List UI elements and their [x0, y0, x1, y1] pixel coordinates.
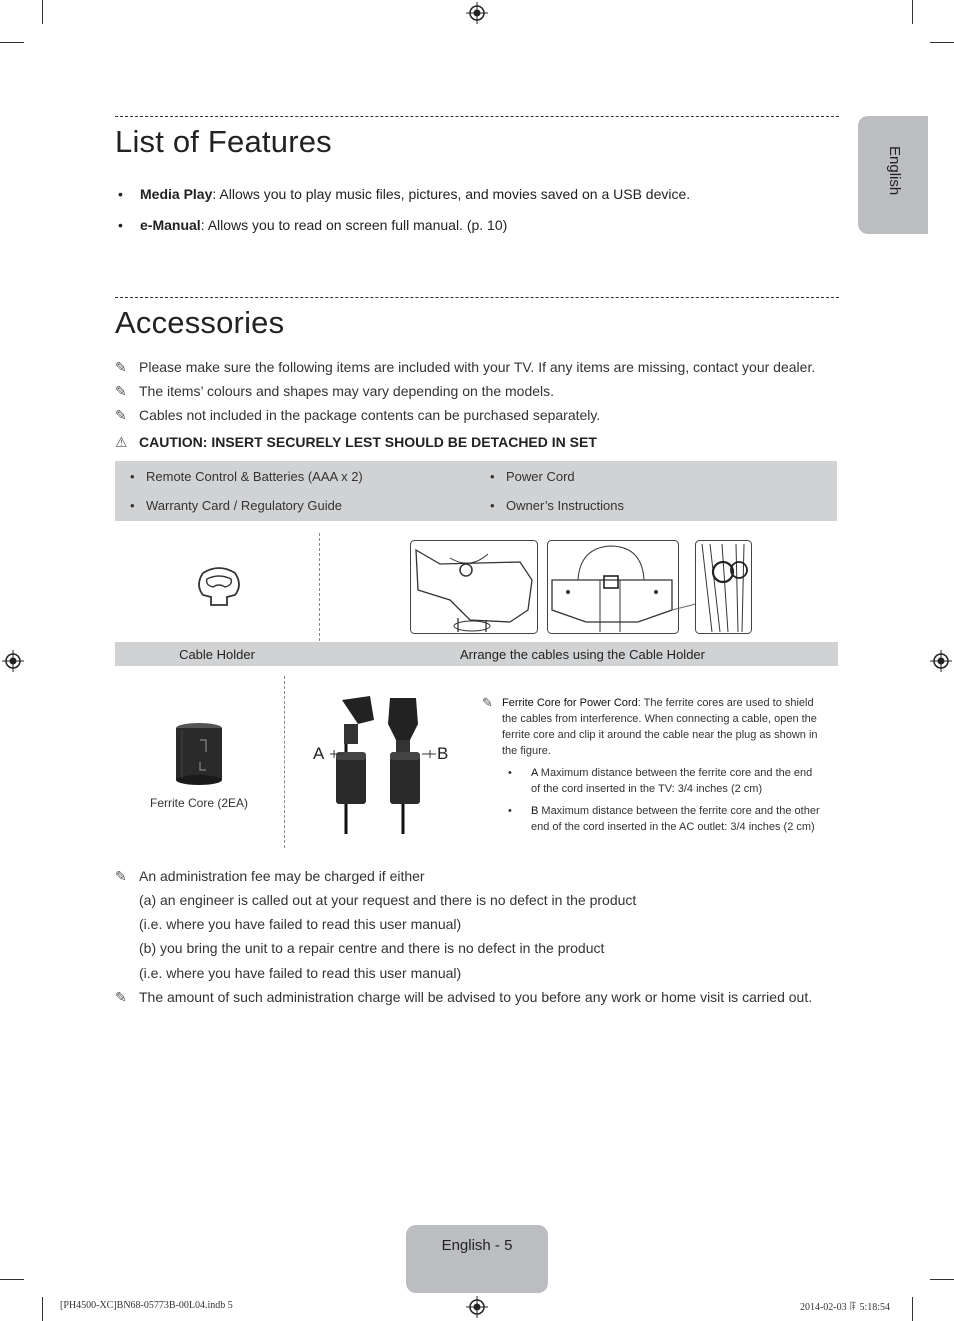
note-line: (i.e. where you have failed to read this user manual) [139, 916, 462, 932]
note-text: An administration fee may be charged if either [139, 868, 425, 884]
feature-name: e-Manual [140, 217, 201, 233]
note [115, 407, 600, 424]
note-line: (i.e. where you have failed to read this user manual) [139, 965, 462, 981]
accessory-item-label: Owner’s Instructions [506, 498, 625, 513]
page-number: English - 5 [441, 1237, 513, 1254]
note-text: The items’ colours and shapes may vary depending on the models. [139, 383, 555, 399]
warning-icon: ⚠ [115, 434, 128, 450]
crop-mark [930, 42, 954, 43]
crop-mark [930, 1279, 954, 1280]
ferrite-note-text: : The ferrite cores are used to shield the cables from interference. When connecting a cable, open the ferrite core and clip it around the cable near the plug as shown in the figure. [502, 697, 818, 757]
ferrite-note-a-text: Maximum distance between the ferrite core and the end of the cord inserted in the TV: 3/4 inches (2 cm) [531, 767, 813, 795]
note [115, 359, 815, 376]
crop-mark [912, 0, 913, 24]
note-text: The amount of such administration charge will be advised to you before any work or home visit is carried out. [139, 989, 813, 1005]
column-divider [319, 533, 320, 641]
pencil-note-icon: ✎ [115, 407, 127, 423]
feature-item: • e-Manual: Allows you to read on screen full manual. (p. 10) [118, 217, 508, 233]
feature-desc: : Allows you to play music files, pictures, and movies saved on a USB device. [212, 186, 691, 202]
accessory-item: • Power Cord [490, 469, 575, 484]
pencil-note-icon: ✎ [115, 359, 127, 375]
crop-mark [0, 1279, 24, 1280]
ferrite-note-a-label: A [531, 767, 538, 779]
note [115, 383, 554, 400]
pencil-note-icon: ✎ [115, 383, 127, 399]
note-line: (a) an engineer is called out at your request and there is no defect in the product [139, 892, 637, 908]
ferrite-core-label: Ferrite Core (2EA) [149, 796, 249, 810]
pencil-note-icon: ✎ [115, 868, 127, 884]
cable-holder-label: Cable Holder [179, 647, 255, 662]
ferrite-note-b-text: Maximum distance between the ferrite core and the other end of the cord inserted in the AC outlet: 3/4 inches (2 cm) [531, 805, 820, 833]
note-line: (b) you bring the unit to a repair centre and there is no defect in the product [139, 940, 605, 956]
crop-mark [0, 42, 24, 43]
accessory-item-label: Warranty Card / Regulatory Guide [146, 498, 343, 513]
ferrite-note-b-label: B [531, 805, 539, 817]
column-divider [284, 676, 285, 848]
caution [115, 434, 597, 451]
label-b: B [437, 744, 449, 763]
caution-text: CAUTION: INSERT SECURELY LEST SHOULD BE DETACHED IN SET [139, 434, 597, 450]
arrange-cables-label: Arrange the cables using the Cable Holder [460, 647, 705, 662]
accessory-item: • Owner’s Instructions [490, 498, 625, 513]
language-tab-label: English [886, 146, 903, 196]
note [115, 989, 812, 1006]
cable-arrangement-illustration [410, 540, 752, 635]
crop-mark [42, 0, 43, 24]
registration-mark-icon [466, 1296, 488, 1318]
registration-mark-icon [466, 2, 488, 24]
registration-mark-icon [2, 650, 24, 672]
feature-item: • Media Play: Allows you to play music files, pictures, and movies saved on a USB device. [118, 186, 691, 202]
cable-holder-illustration [195, 565, 243, 609]
registration-mark-icon [930, 650, 952, 672]
crop-mark [912, 1297, 913, 1321]
accessory-item: • Warranty Card / Regulatory Guide [130, 498, 343, 513]
section-divider [115, 116, 839, 117]
footer-file-info: [PH4500-XC]BN68-05773B-00L04.indb 5 [60, 1300, 233, 1311]
ferrite-core-illustration [174, 722, 224, 786]
pencil-note-icon: ✎ [482, 695, 493, 710]
language-tab [858, 116, 928, 234]
power-cord-ferrite-illustration [330, 694, 460, 834]
pencil-note-icon: ✎ [115, 989, 127, 1005]
note-text: Cables not included in the package contents can be purchased separately. [139, 407, 601, 423]
ferrite-note-title: Ferrite Core for Power Cord [502, 697, 638, 709]
feature-desc: : Allows you to read on screen full manual. (p. 10) [200, 217, 508, 233]
label-a: A [313, 744, 325, 763]
crop-mark [42, 1297, 43, 1321]
section-divider [115, 297, 839, 298]
accessory-item: • Remote Control & Batteries (AAA x 2) [130, 469, 363, 484]
accessory-item-label: Power Cord [506, 469, 575, 484]
page-number-tab [406, 1225, 548, 1293]
feature-name: Media Play [140, 186, 213, 202]
note [115, 868, 425, 885]
accessories-title: Accessories [115, 305, 285, 340]
accessory-item-label: Remote Control & Batteries (AAA x 2) [146, 469, 363, 484]
features-title: List of Features [115, 124, 332, 159]
ferrite-note: ✎ Ferrite Core for Power Cord: The ferrite cores are used to shield the cables from interference. When connecting a cable, open the ferrite core and clip it around the cable near the plug as shown in the figure. • A Maximum distance between the ferrite core and the end of the cord inserted in the TV: 3/4 inches (2 cm) • B Maximum distance between the ferrite core and the other end of the cord inserted in the AC outlet: 3/4 inches (2 cm) [482, 695, 820, 833]
note-text: Please make sure the following items are included with your TV. If any items are missing, contact your dealer. [139, 359, 816, 375]
footer-timestamp: 2014-02-03 ꁹ 5:18:54 [799, 1302, 890, 1313]
